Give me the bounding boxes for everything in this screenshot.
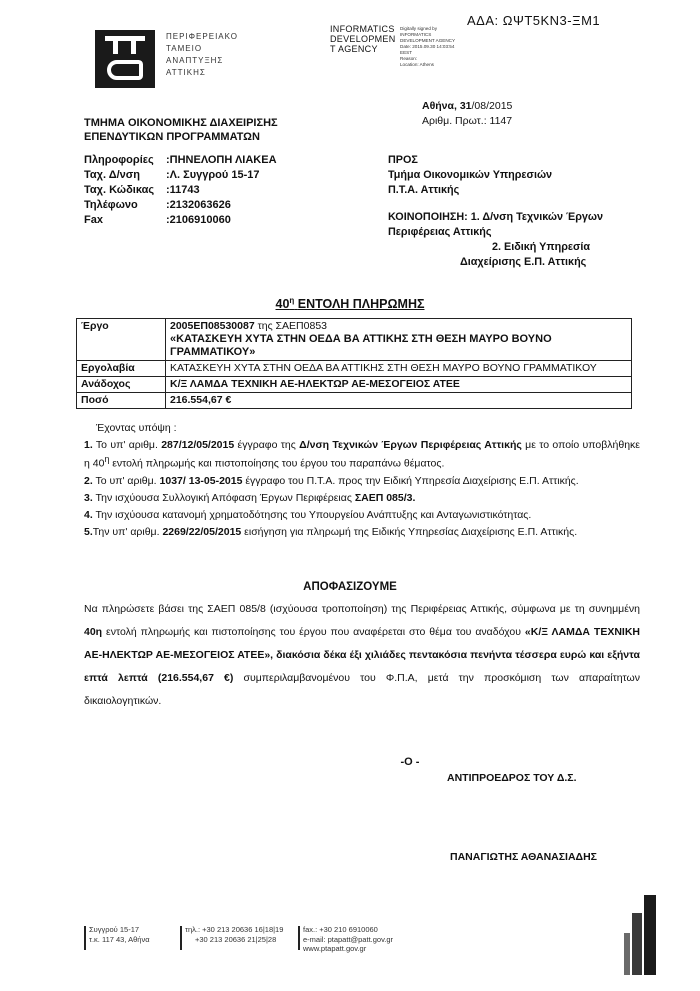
considerations-list (84, 438, 640, 542)
logo-line: ΠΕΡΙΦΕΡΕΙΑΚΟ (166, 32, 238, 41)
footer-divider (298, 926, 300, 950)
ada-code: ΑΔΑ: ΩΨΤ5ΚΝ3-ΞΜ1 (467, 13, 601, 28)
sig-org-line: T AGENCY (330, 44, 378, 54)
table-value: ΚΑΤΑΣΚΕΥΗ ΧΥΤΑ ΣΤΗΝ ΟΕΔΑ ΒΑ ΑΤΤΙΚΗΣ ΣΤΗ ΘΕΣΗ ΜΑΥΡΟ ΒΟΥΝΟ ΓΡΑΜΜΑΤΙΚΟΥ (166, 361, 632, 377)
table-key: Εργολαβία (77, 361, 166, 377)
project-code: 2005ΕΠ08530087 (170, 320, 255, 332)
contact-info (84, 153, 277, 228)
contact-value: :Λ. Συγγρού 15-17 (166, 169, 260, 181)
footer-divider (180, 926, 182, 950)
signature-o: -Ο - (400, 756, 420, 768)
contact-row (84, 198, 277, 213)
sig-detail: DEVELOPMENT AGENCY (400, 38, 456, 43)
date-city: Αθήνα, (422, 100, 457, 112)
contact-label: Πληροφορίες (84, 154, 154, 166)
title-sup: η (289, 296, 295, 305)
list-item: 2. Το υπ' αριθμ. 1037/ 13-05-2015 έγγραφο του Π.Τ.Α. προς την Ειδική Υπηρεσία Διαχείρισης Ε.Π. Αττικής. (84, 474, 579, 487)
contact-row (84, 213, 277, 228)
logo-line: ΑΤΤΙΚΗΣ (166, 68, 206, 77)
sig-detail: Location: Athens (400, 62, 434, 67)
contact-label: Fax (84, 214, 103, 226)
footer-contact: fax.: +30 210 6910060 e-mail: ptapatt@patt.gov.gr www.ptapatt.gov.gr (303, 925, 394, 953)
sig-org-line: INFORMATICS (330, 24, 395, 34)
cc-line: Διαχείρισης Ε.Π. Αττικής (460, 256, 587, 268)
recipient-line: Π.Τ.Α. Αττικής (388, 184, 460, 196)
table-row (77, 361, 632, 377)
contact-value: :2132063626 (166, 199, 231, 211)
table-row (77, 377, 632, 393)
list-item: 1. Το υπ' αριθμ. 287/12/05/2015 έγγραφο της Δ/νση Τεχνικών Έργων Περιφέρειας Αττικής με το οποίο υποβλήθηκε η $40^\eta$ εντολή πληρωμής και πιστοποίησης του έργου του παραπάνω θέματος. (84, 439, 640, 470)
footer-logo-icon (624, 895, 656, 975)
footer-address: Συγγρού 15-17 τ.κ. 117 43, Αθήνα (89, 925, 150, 944)
table-row (77, 393, 632, 409)
list-item: 5.Την υπ' αριθμ. 2269/22/05/2015 εισήγηση για πληρωμή της Ειδικής Υπηρεσίας Διαχείρισης Ε.Π. Αττικής. (84, 525, 578, 538)
recipient-pros: ΠΡΟΣ (388, 154, 418, 166)
contact-value: :ΠΗΝΕΛΟΠΗ ΛΙΑΚΕΑ (166, 154, 277, 166)
contact-row (84, 153, 277, 168)
protocol-number: Αριθμ. Πρωτ.: 1147 (422, 115, 513, 127)
contact-row (84, 168, 277, 183)
project-table (76, 318, 632, 409)
sig-detail: Reason: (400, 56, 418, 61)
table-value: Κ/Ξ ΛΑΜΔΑ ΤΕΧΝΙΚΗ ΑΕ-ΗΛΕΚΤΩΡ ΑΕ-ΜΕΣΟΓΕΙΟΣ ΑΤΕΕ (166, 377, 632, 393)
cc-line: ΚΟΙΝΟΠΟΙΗΣΗ: 1. Δ/νση Τεχνικών Έργων (388, 211, 604, 223)
decision-body: Να πληρώσετε βάσει της ΣΑΕΠ 085/8 (ισχύουσα τροποποίηση) της Περιφέρειας Αττικής, σύμφωνα με τη συνημμένη 40η εντολή πληρωμής και πιστοποίησης του έργου που αναφέρεται στο θέμα του αναδόχου «Κ/Ξ ΛΑΜΔΑ ΤΕΧΝΙΚΗ ΑΕ-ΗΛΕΚΤΩΡ ΑΕ-ΜΕΣΟΓΕΙΟΣ ΑΤΕΕ», διακόσια δέκα έξι χιλιάδες πεντακόσια πενήντα τέσσερα ευρώ και εξήντα επτά λεπτά (216.554,67 €) συμπεριλαμβανομένου του Φ.Π.Α, μετά την προσκόμιση των απαραίτητων δικαιολογητικών. (84, 603, 641, 707)
document-title (0, 296, 700, 311)
contact-label: Τηλέφωνο (84, 199, 138, 211)
department-line: ΕΠΕΝΔΥΤΙΚΩΝ ΠΡΟΓΡΑΜΜΑΤΩΝ (84, 131, 260, 143)
date-rest: /08/2015 (471, 100, 513, 112)
sig-detail: INFORMATICS (400, 32, 432, 37)
decision-heading: ΑΠΟΦΑΣΙΖΟΥΜΕ (303, 581, 397, 593)
logo-line: ΑΝΑΠΤΥΞΗΣ (166, 56, 224, 65)
project-code-suffix: της ΣΑΕΠ0853 (254, 320, 327, 332)
sig-org-line: DEVELOPMEN (330, 34, 396, 44)
considering-label: Έχοντας υπόψη : (96, 422, 177, 434)
date-protocol (422, 99, 512, 129)
contact-label: Ταχ. Κώδικας (84, 184, 155, 196)
contact-value: :11743 (166, 184, 200, 196)
date-line (422, 99, 512, 114)
signature-org (330, 24, 396, 54)
cc-line: 2. Ειδική Υπηρεσία (492, 241, 591, 253)
table-key: Ποσό (77, 393, 166, 409)
table-row (77, 319, 632, 361)
date-day: 31 (459, 100, 472, 112)
pta-logo-icon (95, 30, 155, 88)
contact-value: :2106910060 (166, 214, 231, 226)
title-text: ΕΝΤΟΛΗ ΠΛΗΡΩΜΗΣ (297, 297, 425, 312)
table-key: Έργο (77, 319, 166, 361)
footer-phone: τηλ.: +30 213 20636 16|18|19 +30 213 20636 21|25|28 (185, 925, 284, 944)
contact-row (84, 183, 277, 198)
contact-label: Ταχ. Δ/νση (84, 169, 141, 181)
footer-divider (84, 926, 86, 950)
department (84, 116, 278, 144)
cc-line: Περιφέρειας Αττικής (388, 226, 492, 238)
logo-line: ΤΑΜΕΙΟ (166, 44, 203, 53)
table-value: 216.554,67 € (166, 393, 632, 409)
department-line: ΤΜΗΜΑ ΟΙΚΟΝΟΜΙΚΗΣ ΔΙΑΧΕΙΡΙΣΗΣ (84, 117, 278, 129)
recipient-line: Τμήμα Οικονομικών Υπηρεσιών (388, 169, 553, 181)
list-item: 3. Την ισχύουσα Συλλογική Απόφαση Έργων Περιφέρειας ΣΑΕΠ 085/3. (84, 491, 416, 504)
sig-detail: Date: 2015.09.30 14:03:54 (400, 44, 455, 49)
signatory-title: ΑΝΤΙΠΡΟΕΔΡΟΣ ΤΟΥ Δ.Σ. (447, 772, 577, 784)
signatory-name: ΠΑΝΑΓΙΩΤΗΣ ΑΘΑΝΑΣΙΑΔΗΣ (450, 851, 597, 863)
list-item: 4. Την ισχύουσα κατανομή χρηματοδότησης του Υπουργείου Ανάπτυξης και Ανταγωνιστικότητας. (84, 508, 532, 521)
title-number: 40 (275, 297, 290, 312)
table-value (166, 319, 632, 361)
sig-detail: EEST (400, 50, 412, 55)
sig-detail: Digitally signed by (400, 26, 438, 31)
project-name: «ΚΑΤΑΣΚΕΥΗ ΧΥΤΑ ΣΤΗΝ ΟΕΔΑ ΒΑ ΑΤΤΙΚΗΣ ΣΤΗ ΘΕΣΗ ΜΑΥΡΟ ΒΟΥΝΟ ΓΡΑΜΜΑΤΙΚΟΥ» (170, 333, 552, 358)
signature-details (400, 26, 455, 68)
table-key: Ανάδοχος (77, 377, 166, 393)
recipient-block (388, 153, 603, 270)
logo-text (166, 31, 238, 79)
